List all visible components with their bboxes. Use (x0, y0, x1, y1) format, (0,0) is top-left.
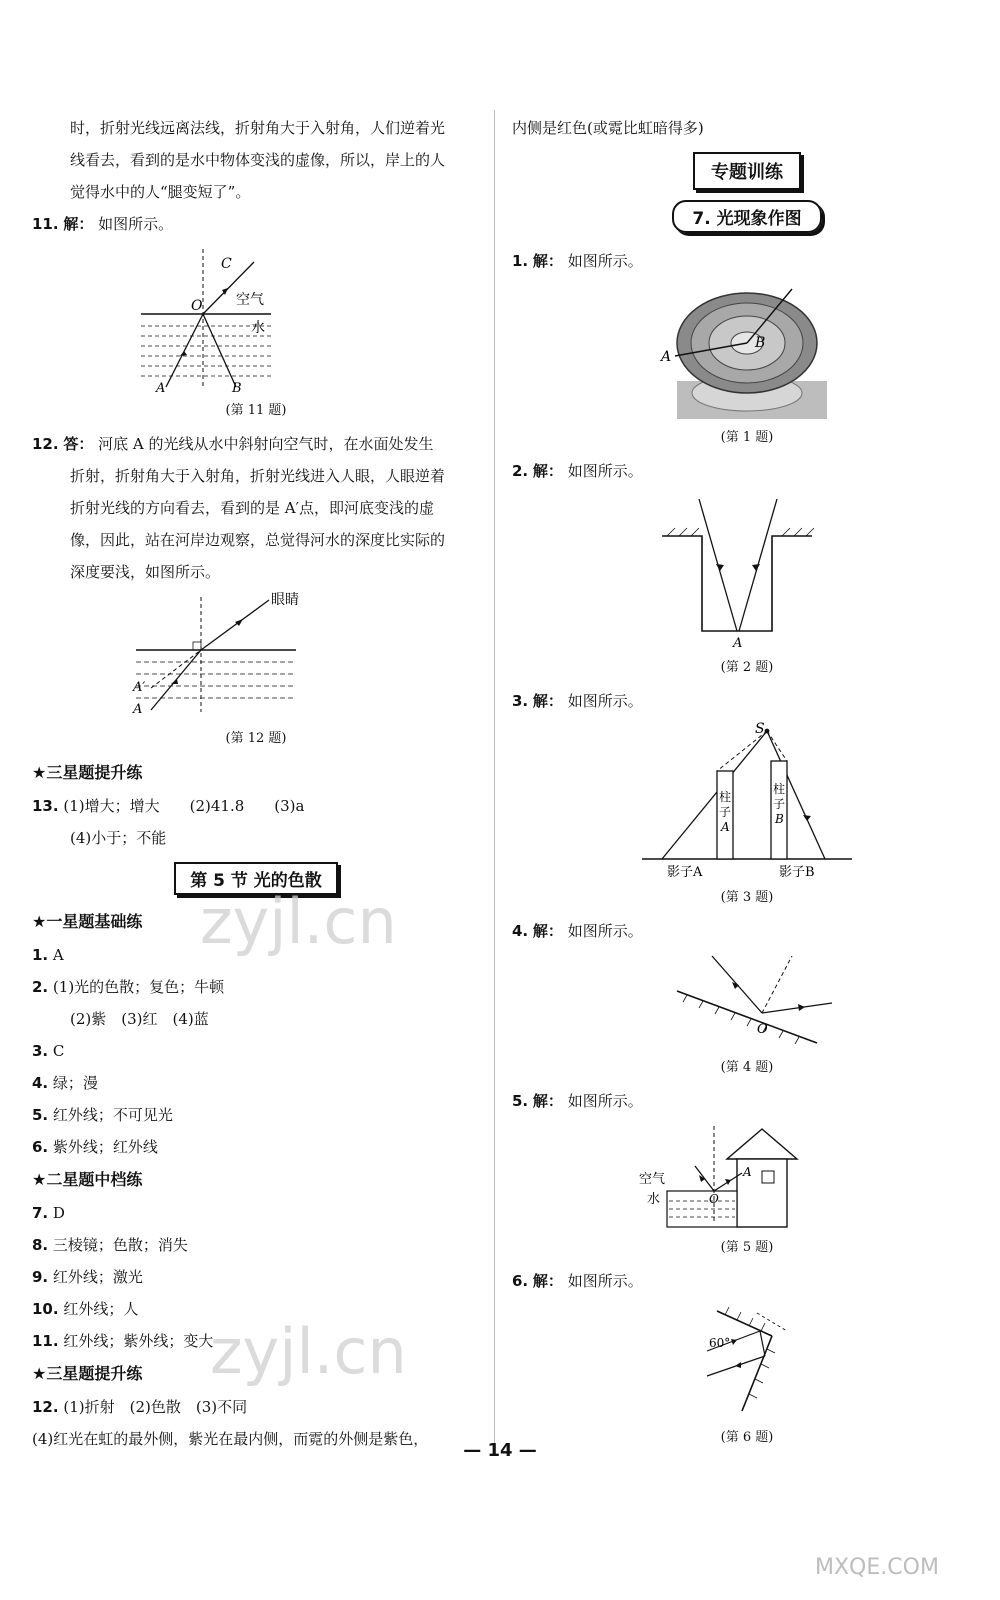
figure-caption: (第 1 题) (720, 430, 774, 445)
shadow-diagram (637, 721, 857, 881)
question-number: 1. (512, 252, 529, 270)
answer-row (32, 1099, 480, 1131)
label-A: A (133, 702, 143, 717)
figure-caption: (第 2 题) (720, 660, 774, 675)
question-number: 7. (32, 1204, 49, 1222)
answer-label: 解： (532, 252, 563, 270)
figure-q11 (32, 244, 480, 424)
question-number: 12. (32, 435, 59, 453)
question-3 (512, 685, 982, 717)
answer-text: 如图所示。 (567, 252, 643, 270)
figure-r1 (512, 281, 982, 451)
figure-caption: (第 12 题) (225, 731, 287, 746)
figure-r6 (512, 1301, 982, 1451)
label-shadow-b: 影子B (779, 865, 815, 880)
right-column (512, 112, 982, 1455)
figure-q12 (32, 592, 480, 752)
figure-caption: (第 11 题) (225, 403, 287, 418)
answer-text: (1)折射 (2)色散 (3)不同 (63, 1398, 248, 1416)
difficulty-heading: ★二星题中档练 (32, 1170, 143, 1189)
answer-text: 如图所示。 (567, 462, 643, 480)
figure-r3 (512, 721, 982, 911)
label-A: A (733, 636, 743, 651)
figure-caption: (第 6 题) (720, 1430, 774, 1445)
subtopic-title: 7. 光现象作图 (672, 200, 821, 233)
figure-r5 (512, 1121, 982, 1261)
answer-row (32, 1035, 480, 1067)
answer-text: 红外线；人 (63, 1300, 139, 1318)
page-number: — 14 — (463, 1440, 537, 1461)
question-number: 6. (32, 1138, 49, 1156)
answer-label: 答： (63, 435, 94, 453)
answer-row (32, 1391, 480, 1423)
question-number: 13. (32, 797, 59, 815)
label-angle: 60° (709, 1336, 731, 1350)
question-number: 5. (32, 1106, 49, 1124)
answer-row (32, 1131, 480, 1163)
question-number: 11. (32, 215, 59, 233)
answer-row (32, 1197, 480, 1229)
pillar-a-char: 柱 (719, 790, 732, 804)
question-number: 2. (32, 978, 49, 996)
answer-text: 红外线；紫外线；变大 (63, 1332, 214, 1350)
paragraph-line: 像，因此，站在河岸边观察，总觉得河水的深度比实际的 (70, 531, 446, 549)
answer-text: C (52, 1042, 65, 1060)
figure-caption: (第 3 题) (720, 890, 774, 905)
topic-title: 专题训练 (693, 152, 801, 190)
label-A-prime: A′ (133, 680, 146, 695)
label-shadow-a: 影子A (667, 865, 703, 880)
question-13 (32, 790, 480, 822)
answer-text: 红外线；激光 (52, 1268, 143, 1286)
watermark: zyjl.cn (210, 1315, 407, 1388)
answer-text: 如图所示。 (567, 692, 643, 710)
question-1 (512, 245, 982, 277)
answer-text: (2)紫 (3)红 (4)蓝 (70, 1010, 209, 1028)
answer-text: 如图所示。 (567, 922, 643, 940)
pillar-b-char: 柱 (773, 782, 786, 796)
label-B: B (755, 335, 766, 351)
paragraph-line: 折射光线的方向看去，看到的是 A′点，即河底变浅的虚 (70, 499, 435, 517)
question-number: 6. (512, 1272, 529, 1290)
figure-r2 (512, 491, 982, 681)
question-number: 10. (32, 1300, 59, 1318)
label-O: O (757, 1022, 768, 1037)
answer-label: 解： (532, 1272, 563, 1290)
paragraph-line: 折射，折射角大于入射角，折射光线进入人眼，人眼逆着 (70, 467, 446, 485)
answer-label: 解： (532, 692, 563, 710)
label-B: B (232, 381, 242, 394)
label-water: 水 (251, 320, 265, 336)
pillar-b-char: 子 (773, 797, 786, 811)
label-air: 空气 (639, 1172, 666, 1187)
label-air: 空气 (236, 292, 264, 308)
pillar-a-char: 子 (719, 805, 732, 819)
difficulty-heading: ★三星题提升练 (32, 1364, 143, 1383)
question-number: 12. (32, 1398, 59, 1416)
answer-text: (1)增大；增大 (2)41.8 (3)a (63, 797, 305, 815)
section-title: 第 5 节 光的色散 (174, 862, 338, 895)
left-column (32, 112, 480, 1455)
paragraph-line: 时，折射光线远离法线，折射角大于入射角，人们逆着光 (70, 119, 446, 137)
question-number: 5. (512, 1092, 529, 1110)
answer-text: (1)光的色散；复色；牛顿 (52, 978, 225, 996)
question-6 (512, 1265, 982, 1297)
paragraph-line: 觉得水中的人“腿变短了”。 (70, 183, 251, 201)
answer-row (32, 1261, 480, 1293)
answer-text: 绿；漫 (52, 1074, 98, 1092)
pillar-b-char: B (775, 812, 784, 826)
watermark: zyjl.cn (200, 885, 397, 958)
question-number: 9. (32, 1268, 49, 1286)
paragraph-line: (4)小于；不能 (70, 829, 167, 847)
well-reflection-diagram (647, 491, 847, 651)
answer-label: 解： (63, 215, 94, 233)
answer-row (32, 1003, 480, 1035)
answer-text: 紫外线；红外线 (52, 1138, 158, 1156)
answer-text: 如图所示。 (98, 215, 174, 233)
question-11 (32, 208, 480, 240)
answer-label: 解： (532, 462, 563, 480)
sundial-photo (647, 281, 847, 421)
label-eye: 眼睛 (271, 592, 299, 608)
label-A: A (661, 349, 672, 365)
figure-caption: (第 4 题) (720, 1060, 774, 1075)
refraction-diagram (136, 244, 376, 394)
pillar-a-char: A (721, 820, 730, 834)
topic-wrap (512, 152, 982, 190)
mirror-reflection-diagram (647, 951, 847, 1051)
figure-caption: (第 5 题) (720, 1240, 774, 1255)
double-mirror-diagram (647, 1301, 847, 1421)
answer-label: 解： (532, 1092, 563, 1110)
question-12 (32, 428, 480, 460)
answer-text: 红外线；不可见光 (52, 1106, 173, 1124)
question-number: 4. (32, 1074, 49, 1092)
figure-r4 (512, 951, 982, 1081)
label-O: O (709, 1192, 719, 1206)
answer-label: 解： (532, 922, 563, 940)
answer-row (32, 1229, 480, 1261)
difficulty-heading: ★一星题基础练 (32, 912, 143, 931)
label-A: A (743, 1165, 752, 1179)
label-water: 水 (647, 1192, 661, 1207)
answer-text: 河底 A 的光线从水中斜射向空气时，在水面处发生 (98, 435, 434, 453)
paragraph-line: 深度要浅，如图所示。 (70, 563, 221, 581)
label-O: O (191, 298, 203, 314)
question-number: 4. (512, 922, 529, 940)
answer-row (32, 971, 480, 1003)
label-S: S (755, 721, 765, 737)
question-2 (512, 455, 982, 487)
label-A: A (156, 381, 166, 394)
subtopic-wrap (512, 200, 982, 233)
question-number: 11. (32, 1332, 59, 1350)
question-number: 1. (32, 946, 49, 964)
paragraph-line: 线看去，看到的是水中物体变浅的虚像，所以，岸上的人 (70, 151, 446, 169)
answer-text: D (52, 1204, 65, 1222)
answer-text: 如图所示。 (567, 1092, 643, 1110)
answer-text: 如图所示。 (567, 1272, 643, 1290)
answer-row (32, 1067, 480, 1099)
question-number: 2. (512, 462, 529, 480)
paragraph-line: 内侧是红色(或霓比虹暗得多) (512, 119, 704, 137)
watermark: MXQE.COM (815, 1555, 939, 1580)
house-water-diagram (637, 1121, 857, 1231)
apparent-depth-diagram (131, 592, 381, 722)
answer-text: 三棱镜；色散；消失 (52, 1236, 188, 1254)
question-number: 3. (512, 692, 529, 710)
answer-text: A (52, 946, 64, 964)
difficulty-heading: ★三星题提升练 (32, 763, 143, 782)
column-divider (494, 110, 495, 1450)
question-number: 3. (32, 1042, 49, 1060)
question-number: 8. (32, 1236, 49, 1254)
paragraph-line: (4)红光在虹的最外侧，紫光在最内侧，而霓的外侧是紫色， (32, 1430, 429, 1448)
label-C: C (221, 256, 232, 272)
question-4 (512, 915, 982, 947)
question-5 (512, 1085, 982, 1117)
